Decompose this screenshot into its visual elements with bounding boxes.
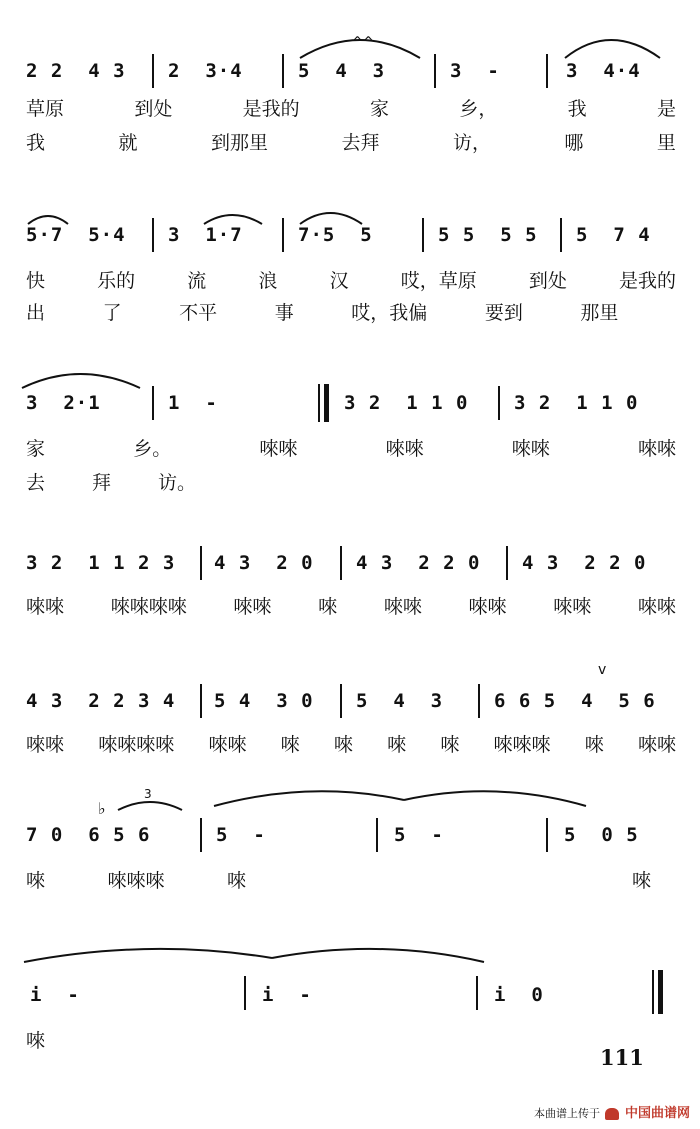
footer-watermark <box>534 1102 690 1121</box>
measure <box>450 56 530 86</box>
barline <box>434 54 436 88</box>
lyric: 唻唻 <box>511 438 550 460</box>
page-number: 111 <box>600 1045 644 1070</box>
lyric: 唻唻 <box>26 596 65 618</box>
barline <box>282 218 284 252</box>
lyric: 哎，我偏 <box>351 302 428 324</box>
lyric: 是我的 <box>242 98 300 120</box>
lyric-row-1 <box>26 730 676 757</box>
lyric: 乡， <box>459 98 498 120</box>
measure <box>30 980 170 1010</box>
lyric: 浪 <box>258 270 278 292</box>
barline <box>200 684 202 718</box>
brand-text: 中国曲谱网 <box>624 1106 690 1121</box>
measure <box>356 548 492 578</box>
lyric: 唻唻 <box>233 596 272 618</box>
lyric: 到处 <box>528 270 567 292</box>
lyric: 乡。 <box>133 438 172 460</box>
lyric: 到处 <box>134 98 173 120</box>
lyric: 去拜 <box>341 132 380 154</box>
final-barline <box>658 970 663 1014</box>
lyric: 就 <box>118 132 138 154</box>
lyric: 出 <box>26 302 46 324</box>
notes-text: i - <box>30 984 80 1006</box>
barline <box>340 684 342 718</box>
notes-text: 5 4 3 <box>356 690 444 712</box>
barline <box>498 386 500 420</box>
barline <box>652 970 654 1014</box>
lyric: 流 <box>187 270 207 292</box>
triplet-mark: 3 <box>144 787 152 801</box>
barline <box>200 818 202 852</box>
lyric: 唻 <box>26 870 46 892</box>
lyric-row-1 <box>26 866 246 893</box>
lyric: 家 <box>369 98 389 120</box>
lyric: 我 <box>26 132 46 154</box>
lyric: 到那里 <box>210 132 268 154</box>
notes-text: 5 5 5 5 <box>438 224 538 246</box>
lyric: 唻唻唻 <box>493 734 551 756</box>
svg-text:^^: ^^ <box>352 35 374 50</box>
notes-text: 3 2 1 1 0 <box>344 392 469 414</box>
notes-text: 5 - <box>216 824 266 846</box>
notes-text: 7·5 5 <box>298 224 373 246</box>
notes-text: 4 3 2 2 3 4 <box>26 690 176 712</box>
lyric: 是 <box>656 98 676 120</box>
lyric: 访。 <box>157 472 196 494</box>
site-logo-icon <box>605 1108 619 1120</box>
lyric: 唻 <box>584 734 604 756</box>
notes-text: 5 - <box>394 824 444 846</box>
barline <box>560 218 562 252</box>
barline <box>422 218 424 252</box>
flat-sign: ♭ <box>98 799 106 818</box>
lyric: 了 <box>102 302 122 324</box>
notes-text: 5 7 4 <box>576 224 651 246</box>
lyric: 唻唻 <box>383 596 422 618</box>
barline <box>546 54 548 88</box>
lyric: 唻 <box>387 734 407 756</box>
barline <box>318 384 320 422</box>
barline <box>244 976 246 1010</box>
lyric: 唻唻 <box>637 596 676 618</box>
notes-text: 5 4 3 <box>298 60 386 82</box>
notes-text: 5 0 5 <box>564 824 639 846</box>
measure <box>26 686 188 716</box>
measure <box>514 388 662 418</box>
svg-text:v: v <box>598 662 607 678</box>
lyric: 唻 <box>226 870 246 892</box>
measure <box>494 980 614 1010</box>
notes-text: i 0 <box>494 984 544 1006</box>
measure <box>298 56 418 86</box>
notes-text: 3 2·1 <box>26 392 101 414</box>
lyric: 唻唻 <box>385 438 424 460</box>
measure <box>214 686 326 716</box>
lyric: 家 <box>26 438 46 460</box>
notes-text: 3 1·7 <box>168 224 243 246</box>
measure <box>168 388 268 418</box>
measure <box>522 548 662 578</box>
notes-text: 3 - <box>450 60 500 82</box>
measure <box>494 686 662 716</box>
lyric: 唻 <box>333 734 353 756</box>
lyric: 那里 <box>580 302 619 324</box>
notes-text: 1 - <box>168 392 218 414</box>
measure <box>26 220 138 250</box>
lyric-row-2 <box>26 468 196 495</box>
lyric-row-1 <box>26 434 676 461</box>
measure <box>214 548 326 578</box>
barline <box>282 54 284 88</box>
lyric: 唻唻唻唻 <box>110 596 187 618</box>
barline <box>376 818 378 852</box>
measure <box>298 220 410 250</box>
lyric-row-1 <box>26 592 676 619</box>
measure <box>168 56 268 86</box>
measure <box>216 820 326 850</box>
measure <box>356 686 466 716</box>
lyric: 访， <box>452 132 491 154</box>
barline <box>152 386 154 420</box>
lyric: 唻 <box>632 870 652 892</box>
lyric: 汉 <box>329 270 349 292</box>
notes-text: 2 2 4 3 <box>26 60 126 82</box>
notes-text: 4 3 2 0 <box>214 552 314 574</box>
notes-text: 5 4 3 0 <box>214 690 314 712</box>
measure <box>394 820 504 850</box>
barline <box>476 976 478 1010</box>
lyric: 乐的 <box>97 270 136 292</box>
measure <box>262 980 402 1010</box>
barline <box>152 218 154 252</box>
lyric: 哎，草原 <box>400 270 477 292</box>
lyric: 哪 <box>564 132 584 154</box>
notes-text: i - <box>262 984 312 1006</box>
barline <box>546 818 548 852</box>
measure <box>564 820 662 850</box>
lyric: 我 <box>567 98 587 120</box>
lyric: 唻 <box>280 734 300 756</box>
measure <box>168 220 268 250</box>
lyric: 要到 <box>484 302 523 324</box>
lyric: 是我的 <box>618 270 676 292</box>
notes-text: 3 4·4 <box>566 60 641 82</box>
barline <box>152 54 154 88</box>
notes-text: 5·7 5·4 <box>26 224 126 246</box>
measure <box>344 388 484 418</box>
notes-text: 3 2 1 1 0 <box>514 392 639 414</box>
barline <box>200 546 202 580</box>
measure <box>576 220 662 250</box>
repeat-barline <box>324 384 329 422</box>
lyric-row-1 <box>26 94 676 121</box>
lyric-row-2 <box>26 298 676 325</box>
lyric: 唻 <box>440 734 460 756</box>
lyric: 唻唻 <box>553 596 592 618</box>
lyric: 唻唻 <box>468 596 507 618</box>
measure <box>26 56 138 86</box>
measure <box>438 220 546 250</box>
notes-text: 3 2 1 1 2 3 <box>26 552 176 574</box>
lyric: 唻唻唻唻 <box>98 734 175 756</box>
lyric: 唻 <box>26 1030 46 1052</box>
lyric: 唻 <box>318 596 338 618</box>
lyric: 唻唻 <box>208 734 247 756</box>
barline <box>506 546 508 580</box>
lyric: 拜 <box>91 472 111 494</box>
barline <box>340 546 342 580</box>
barline <box>478 684 480 718</box>
notes-text: 7 0 6 5 6 <box>26 824 151 846</box>
measure <box>26 548 188 578</box>
lyric: 去 <box>26 472 46 494</box>
lyric: 草原 <box>26 98 65 120</box>
lyric: 唻唻 <box>637 438 676 460</box>
notes-text: 4 3 2 2 0 <box>356 552 481 574</box>
measure <box>566 56 662 86</box>
measure <box>26 388 138 418</box>
lyric: 事 <box>274 302 294 324</box>
notes-text: 6 6 5 4 5 6 <box>494 690 656 712</box>
lyric: 唻唻唻 <box>107 870 165 892</box>
lyric: 不平 <box>179 302 218 324</box>
lyric: 快 <box>26 270 46 292</box>
lyric: 唻唻 <box>259 438 298 460</box>
lyric: 唻唻 <box>637 734 676 756</box>
lyric-row-1 <box>26 266 676 293</box>
lyric: 里 <box>656 132 676 154</box>
lyric: 唻唻 <box>26 734 65 756</box>
upload-text: 本曲谱上传于 <box>533 1107 600 1120</box>
notes-text: 4 3 2 2 0 <box>522 552 647 574</box>
measure <box>26 820 151 850</box>
notes-text: 2 3·4 <box>168 60 243 82</box>
lyric-row-2 <box>26 128 676 155</box>
